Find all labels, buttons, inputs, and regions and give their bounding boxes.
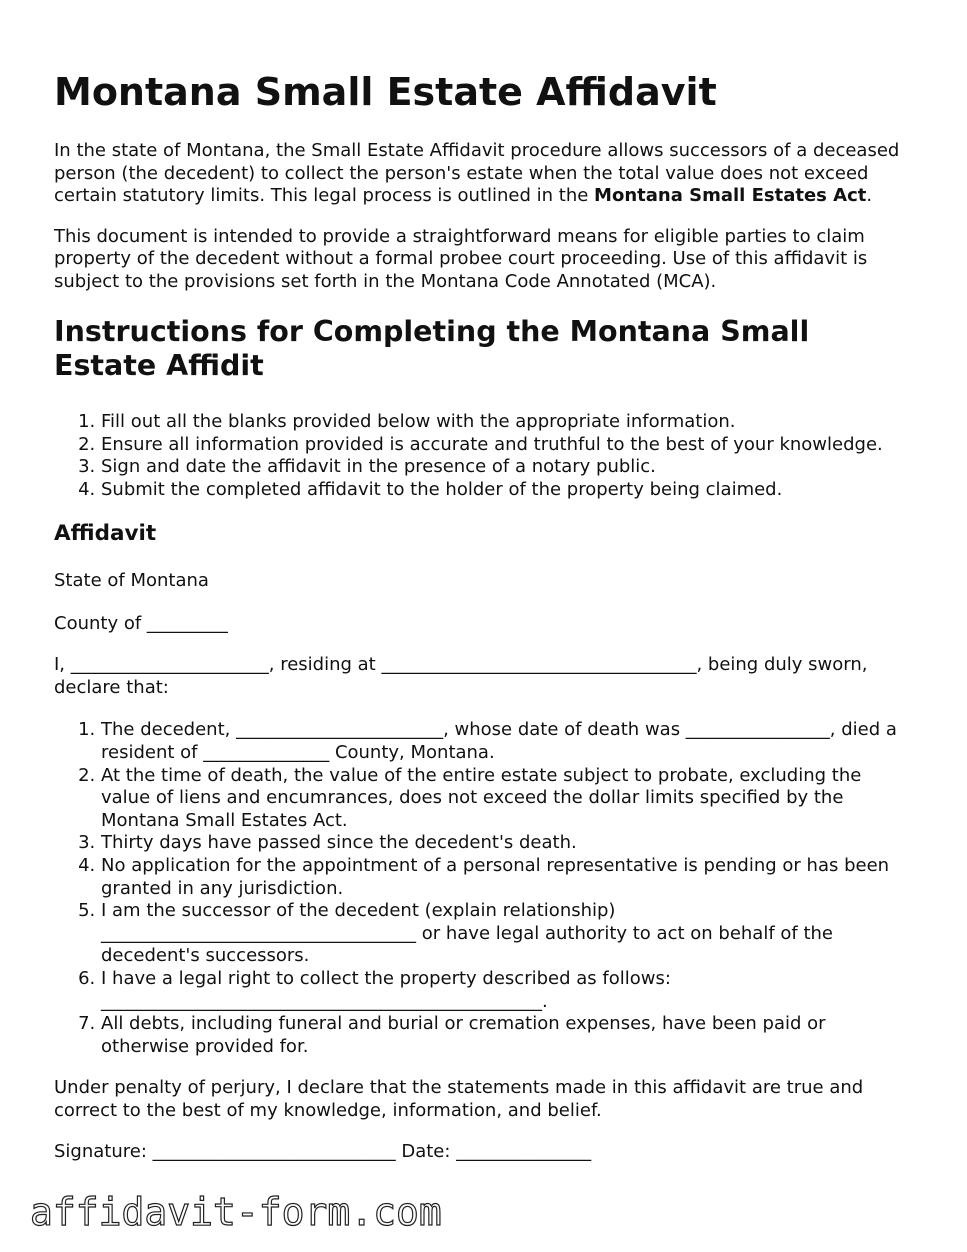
- declaration-item: 7. All debts, including funeral and burial or cremation expenses, have been paid or otherwise provided for.: [101, 1013, 916, 1058]
- instructions-heading: Instructions for Completing the Montana Small Estate Affidit: [54, 315, 810, 382]
- instructions-list: [54, 411, 916, 501]
- intro-text-end: .: [866, 185, 873, 206]
- document-page: [54, 66, 916, 1164]
- signature-date-line: Signature: ___________________________ Date: _______________: [54, 1141, 592, 1163]
- penalty-statement: Under penalty of perjury, I declare that the statements made in this affidavit are true and correct to the best of my knowledge, information, and belief.: [54, 1077, 864, 1121]
- instruction-item: 3. Sign and date the affidavit in the presence of a notary public.: [101, 456, 916, 479]
- declaration-line: I, ______________________, residing at ___________________________________, being duly sworn, declare that:: [54, 654, 868, 698]
- declaration-list: [54, 719, 916, 1058]
- intro-text: In the state of Montana, the Small Estate Affidavit procedure allows successors of a deceased person (the decedent) to collect the person's estate when the total value does not exceed certain statutory limits. This legal process is outlined in the: [54, 140, 900, 206]
- instruction-item: 4. Submit the completed affidavit to the holder of the property being claimed.: [101, 479, 916, 502]
- instruction-item: 1. Fill out all the blanks provided below with the appropriate information.: [101, 411, 916, 434]
- declaration-item: 4. No application for the appointment of a personal representative is pending or has been granted in any jurisdiction.: [101, 855, 916, 900]
- declaration-item: 1. The decedent, _______________________, whose date of death was ________________, died a resident of ______________ County, Montana.: [101, 719, 916, 764]
- watermark: affidavit-form.com: [30, 1190, 442, 1234]
- county-line: County of _________: [54, 612, 228, 634]
- state-line: State of Montana: [54, 570, 209, 592]
- declaration-item: 5. I am the successor of the decedent (explain relationship) ___________________________________ or have legal authority to act on behalf of the decedent's successors.: [101, 900, 916, 968]
- declaration-item: 2. At the time of death, the value of the entire estate subject to probate, excluding the value of liens and encumrances, does not exceed the dollar limits specified by the Montana Small Estates Act.: [101, 765, 916, 833]
- affidavit-heading: Affidavit: [54, 521, 157, 547]
- instruction-item: 2. Ensure all information provided is accurate and truthful to the best of your knowledge.: [101, 434, 916, 457]
- act-name: Montana Small Estates Act: [594, 185, 867, 206]
- intro-paragraph-1: [54, 140, 916, 208]
- document-title: Montana Small Estate Affidavit: [54, 70, 717, 114]
- declaration-item: 6. I have a legal right to collect the property described as follows: _________________________________________________.: [101, 968, 916, 1013]
- intro-paragraph-2: This document is intended to provide a straightforward means for eligible parties to claim property of the decedent without a formal probee court proceeding. Use of this affidavit is subject to the provisions set forth in the Montana Code Annotated (MCA).: [54, 225, 868, 292]
- declaration-item: 3. Thirty days have passed since the decedent's death.: [101, 832, 916, 855]
